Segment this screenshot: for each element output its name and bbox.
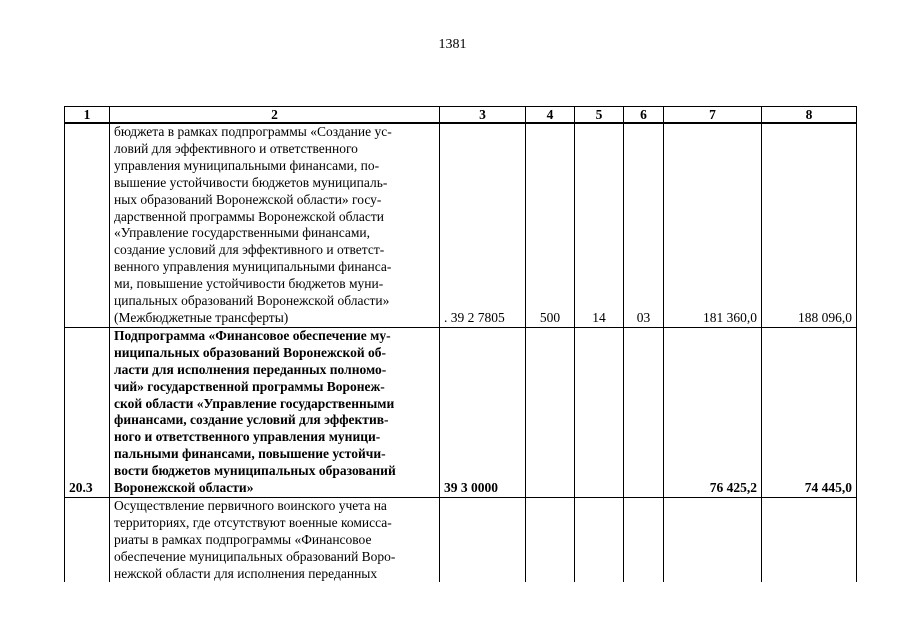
amount-col-8: 188 096,0 — [762, 123, 857, 327]
description-line: управления муниципальными финансами, по- — [114, 157, 380, 173]
header-col-2: 2 — [110, 107, 440, 124]
amount-col-8: 74 445,0 — [762, 327, 857, 497]
description-line: вости бюджетов муниципальных образований — [114, 463, 396, 479]
row-description — [110, 327, 440, 497]
description-line: ных образований Воронежской области» госу- — [114, 191, 382, 207]
description-line: Подпрограмма «Финансовое обеспечение му- — [114, 327, 391, 343]
budget-table — [64, 106, 857, 582]
description-line: дарственной программы Воронежской области — [114, 208, 385, 224]
amount-col-7: 181 360,0 — [664, 123, 762, 327]
table-row — [65, 497, 857, 582]
description-line: нежской области для исполнения переданных — [114, 565, 378, 581]
header-col-6: 6 — [624, 107, 664, 124]
header-col-7: 7 — [664, 107, 762, 124]
row-description — [110, 123, 440, 327]
description-line: ловий для эффективного и ответственного — [114, 140, 358, 156]
row-description — [110, 497, 440, 582]
description-line: вышение устойчивости бюджетов муниципаль- — [114, 174, 388, 190]
description-line: чий» государственной программы Воронеж- — [114, 378, 385, 394]
page-number: 1381 — [438, 37, 467, 52]
description-line: ного и ответственного управления муници- — [114, 429, 381, 445]
table-row — [65, 123, 857, 327]
description-line: ципальных образований Воронежской области» — [114, 293, 390, 309]
row-number — [65, 123, 110, 327]
description-line: создание условий для эффективного и ответст- — [114, 242, 385, 258]
section — [575, 497, 624, 582]
description-line: Воронежской области» — [114, 480, 254, 496]
row-number: 20.3 — [65, 327, 110, 497]
description-line: (Межбюджетные трансферты) — [114, 309, 289, 325]
amount-col-8 — [762, 497, 857, 582]
header-col-8: 8 — [762, 107, 857, 124]
target-article-code: . 39 2 7805 — [440, 123, 526, 327]
expense-type — [526, 327, 575, 497]
table-row — [65, 327, 857, 497]
expense-type: 500 — [526, 123, 575, 327]
header-col-5: 5 — [575, 107, 624, 124]
description-line: финансами, создание условий для эффектив- — [114, 412, 389, 428]
subsection — [624, 327, 664, 497]
description-line: «Управление государственными финансами, — [114, 225, 370, 241]
target-article-code — [440, 497, 526, 582]
header-col-1: 1 — [65, 107, 110, 124]
description-line: обеспечение муниципальных образований Воро- — [114, 548, 396, 564]
description-line: ми, повышение устойчивости бюджетов муни- — [114, 276, 384, 292]
description-line: Осуществление первичного воинского учета на — [114, 497, 387, 513]
description-line: венного управления муниципальными финанса- — [114, 259, 392, 275]
target-article-code: 39 3 0000 — [440, 327, 526, 497]
subsection: 03 — [624, 123, 664, 327]
amount-col-7: 76 425,2 — [664, 327, 762, 497]
description-line: ниципальных образований Воронежской об- — [114, 344, 387, 360]
description-line: территориях, где отсутствуют военные комисса- — [114, 514, 392, 530]
description-line: ской области «Управление государственными — [114, 395, 395, 411]
header-col-4: 4 — [526, 107, 575, 124]
subsection — [624, 497, 664, 582]
section: 14 — [575, 123, 624, 327]
description-line: ласти для исполнения переданных полномо- — [114, 361, 387, 377]
amount-col-7 — [664, 497, 762, 582]
description-line: пальными финансами, повышение устойчи- — [114, 446, 386, 462]
header-col-3: 3 — [440, 107, 526, 124]
description-line: риаты в рамках подпрограммы «Финансовое — [114, 531, 372, 547]
expense-type — [526, 497, 575, 582]
section — [575, 327, 624, 497]
header-row — [65, 107, 857, 124]
description-line: бюджета в рамках подпрограммы «Создание ус- — [114, 124, 392, 139]
row-number — [65, 497, 110, 582]
